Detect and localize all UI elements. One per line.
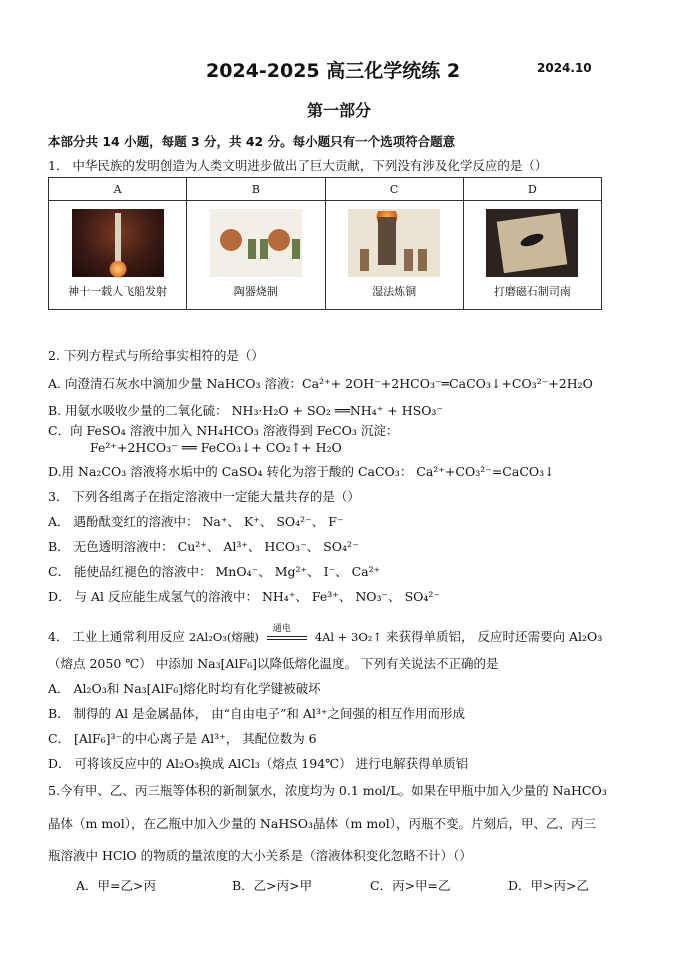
q1-option-a bbox=[49, 201, 187, 310]
q5-option-d: D．甲>丙>乙 bbox=[508, 878, 589, 893]
q5-stem-line2: 晶体（m mol），在乙瓶中加入少量的 NaHSO₃晶体（m mol），丙瓶不变。片刻后，甲、乙、丙三 bbox=[48, 816, 596, 831]
copper-smelting-image bbox=[348, 209, 440, 277]
q3-stem: 3． 下列各组离子在指定溶液中一定能大量共存的是（） bbox=[48, 489, 360, 504]
q5-stem-line1: 5.今有甲、乙、丙三瓶等体积的新制氯水，浓度均为 0.1 mol/L。如果在甲瓶中加入少量的 NaHCO₃ bbox=[48, 783, 607, 798]
compass-sinan-image bbox=[486, 209, 578, 277]
q5-option-b: B．乙>丙>甲 bbox=[232, 878, 313, 893]
q1-option-d-letter: D bbox=[463, 178, 601, 201]
q5-stem-line3: 瓶溶液中 HClO 的物质的量浓度的大小关系是（溶液体积变化忽略不计）（） bbox=[48, 848, 472, 863]
q4-stem-line1 bbox=[48, 623, 603, 645]
q4-option-c: C． [AlF₆]³⁻的中心离子是 Al³⁺， 其配位数为 6 bbox=[48, 731, 317, 746]
q1-option-a-caption: 神十一载人飞船发射 bbox=[68, 285, 168, 298]
q3-option-c: C． 能使品红褪色的溶液中： MnO₄⁻、 Mg²⁺、 I⁻、 Ca²⁺ bbox=[48, 564, 381, 579]
q1-option-c bbox=[325, 201, 463, 310]
q1-option-c-caption: 湿法炼铜 bbox=[372, 285, 417, 298]
q4-stem-line2: （熔点 2050 ℃） 中添加 Na₃[AlF₆]以降低熔化温度。 下列有关说法不正确的是 bbox=[48, 656, 499, 671]
q1-option-b-letter: B bbox=[187, 178, 325, 201]
q2-option-d: D.用 Na₂CO₃ 溶液将水垢中的 CaSO₄ 转化为溶于酸的 CaCO₃： Ca²⁺+CO₃²⁻=CaCO₃↓ bbox=[48, 464, 555, 479]
q4-stem-pre: 4． 工业上通常利用反应 bbox=[48, 629, 185, 644]
q4-option-d: D． 可将该反应中的 Al₂O₃换成 AlCl₃（熔点 194℃） 进行电解获得单质铝 bbox=[48, 756, 469, 771]
q2-option-a: A. 向澄清石灰水中滴加少量 NaHCO₃ 溶液：Ca²⁺+ 2OH⁻+2HCO₃⁻═CaCO₃↓+CO₃²⁻+2H₂O bbox=[48, 376, 593, 391]
q5-option-c: C．丙>甲=乙 bbox=[370, 878, 451, 893]
q1-option-d-caption: 打磨磁石制司南 bbox=[493, 285, 571, 298]
q3-option-b: B． 无色透明溶液中： Cu²⁺、 Al³⁺、 HCO₃⁻、 SO₄²⁻ bbox=[48, 539, 359, 554]
exam-date: 2024.10 bbox=[537, 61, 592, 75]
section-instructions: 本部分共 14 小题，每题 3 分，共 42 分。每小题只有一个选项符合题意 bbox=[48, 134, 456, 149]
q1-option-a-letter: A bbox=[49, 178, 187, 201]
rocket-launch-image bbox=[72, 209, 164, 277]
q4-option-b: B． 制得的 Al 是金属晶体， 由“自由电子”和 Al³⁺之间强的相互作用而形成 bbox=[48, 706, 465, 721]
q4-reaction-arrow bbox=[267, 623, 307, 645]
q4-reaction-product: 4Al + 3O₂↑ bbox=[314, 630, 383, 644]
q4-stem-post: 来获得单质铝， 反应时还需要向 Al₂O₃ bbox=[386, 629, 603, 644]
q5-option-a: A．甲=乙>丙 bbox=[76, 878, 156, 893]
q1-stem: 1． 中华民族的发明创造为人类文明进步做出了巨大贡献，下列没有涉及化学反应的是（） bbox=[48, 158, 548, 173]
page-title: 2024-2025 高三化学统练 2 bbox=[206, 60, 461, 82]
q4-arrow-label: 通电 bbox=[272, 623, 291, 634]
q4-reaction-reactant: 2Al₂O₃(熔融) bbox=[188, 630, 259, 644]
q3-option-a: A． 遇酚酞变红的溶液中： Na⁺、 K⁺、 SO₄²⁻、 F⁻ bbox=[48, 514, 344, 529]
q3-option-d: D． 与 Al 反应能生成氢气的溶液中： NH₄⁺、 Fe³⁺、 NO₃⁻、 SO₄²⁻ bbox=[48, 589, 441, 604]
section-heading: 第一部分 bbox=[307, 101, 372, 120]
q4-option-a: A． Al₂O₃和 Na₃[AlF₆]熔化时均有化学键被破坏 bbox=[48, 681, 321, 696]
pottery-firing-image bbox=[210, 209, 302, 277]
q2-option-c: C．向 FeSO₄ 溶液中加入 NH₄HCO₃ 溶液得到 FeCO₃ 沉淀： bbox=[48, 423, 399, 438]
q2-option-b: B. 用氨水吸收少量的二氧化硫： NH₃·H₂O + SO₂ ══NH₄⁺ + HSO₃⁻ bbox=[48, 403, 444, 418]
q1-option-b bbox=[187, 201, 325, 310]
q2-stem: 2. 下列方程式与所给事实相符的是（） bbox=[48, 348, 264, 363]
q1-option-b-caption: 陶器烧制 bbox=[233, 285, 278, 298]
q1-option-d bbox=[463, 201, 601, 310]
q2-option-c-equation: Fe²⁺+2HCO₃⁻ ══ FeCO₃↓+ CO₂↑+ H₂O bbox=[90, 440, 342, 455]
q1-option-c-letter: C bbox=[325, 178, 463, 201]
q1-options-table bbox=[48, 177, 602, 310]
